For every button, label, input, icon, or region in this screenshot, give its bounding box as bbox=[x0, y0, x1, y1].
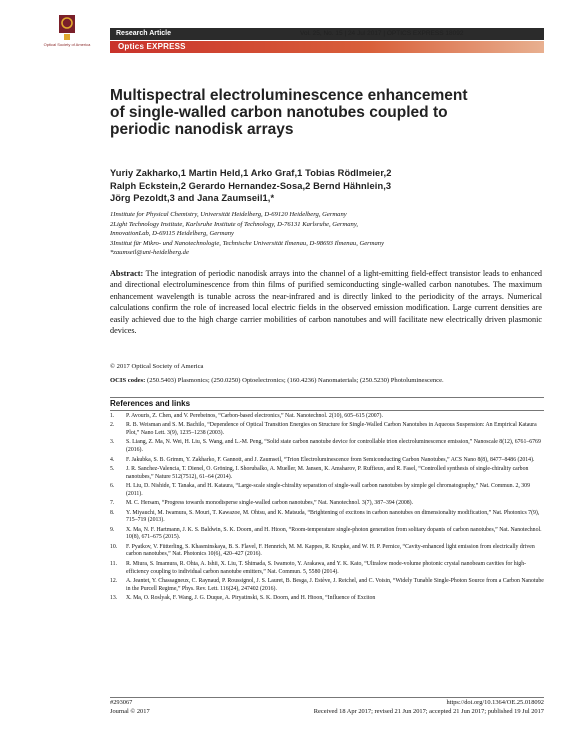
reference-item bbox=[110, 413, 544, 421]
reference-number: 7. bbox=[110, 500, 115, 507]
reference-item bbox=[110, 561, 544, 576]
reference-item bbox=[110, 439, 544, 454]
reference-text: Y. Miyauchi, M. Iwamura, S. Mouri, T. Kawazoe, M. Ohtsu, and K. Matsuda, “Brightening of excitons in carbon nanotubes on dimensionality modification,” Nat. Photonics 7(9), 715–719 (2013). bbox=[126, 509, 540, 524]
journal-copyright: Journal © 2017 bbox=[110, 708, 150, 715]
abstract-label: Abstract: bbox=[110, 269, 144, 278]
journal-bar bbox=[110, 41, 544, 53]
reference-item bbox=[110, 578, 544, 593]
reference-number: 13. bbox=[110, 595, 118, 602]
corresponding-email[interactable]: *zaumseil@uni-heidelberg.de bbox=[110, 249, 189, 256]
abstract bbox=[110, 268, 542, 336]
reference-number: 10. bbox=[110, 543, 118, 550]
reference-text: A. Jeantet, Y. Chassagneux, C. Raynaud, P. Roussignol, J. S. Lauret, B. Besga, J. Estève, J. Reichel, and C. Voisin, “Widely Tunable Single-Photon Source from a Carbon Nanotube in the Purcell Regime,” Phys. Rev. Lett. 116(24), 247402 (2016). bbox=[126, 577, 544, 592]
reference-item bbox=[110, 510, 544, 525]
reference-text: F. Pyatkov, V. Fütterling, S. Khasminskaya, B. S. Flavel, F. Hennrich, M. M. Kappes, R. Krupke, and W. H. P. Pernice, “Cavity-enhanced light emission from electrically driven carbon nanotubes,” Nat. Photonics 10(6), 420–427 (2016). bbox=[126, 543, 535, 558]
ocis-text: (250.5403) Plasmonics; (250.0250) Optoelectronics; (160.4236) Nanomaterials; (250.5230) Photoluminescence. bbox=[147, 377, 444, 384]
reference-text: P. Avouris, Z. Chen, and V. Perebeinos, “Carbon-based electronics,” Nat. Nanotechnol. 2(10), 605–615 (2007). bbox=[126, 413, 383, 419]
affiliations bbox=[110, 210, 540, 258]
section-label: Research Article bbox=[116, 30, 171, 37]
affiliation: InnovationLab, D-69115 Heidelberg, Germany bbox=[110, 230, 234, 237]
reference-item bbox=[110, 544, 544, 559]
reference-item bbox=[110, 483, 544, 498]
authors-line: Yuriy Zakharko,1 Martin Held,1 Arko Graf,1 Tobias Rödlmeier,2 bbox=[110, 168, 392, 178]
reference-text: X. Ma, O. Roslyak, F. Wang, J. G. Duque, A. Piryatinski, S. K. Doorn, and H. Htoon, “Influence of Exciton bbox=[126, 595, 376, 602]
reference-item bbox=[110, 500, 544, 508]
reference-item bbox=[110, 457, 544, 465]
divider bbox=[110, 697, 544, 698]
copyright: © 2017 Optical Society of America bbox=[110, 363, 204, 370]
reference-number: 1. bbox=[110, 413, 115, 419]
reference-text: H. Liu, D. Nishide, T. Tanaka, and H. Kataura, “Large-scale single-chirality separation of single-wall carbon nanotubes by simple gel chromatography,” Nat. Commun. 2, 309 (2011). bbox=[126, 483, 530, 497]
reference-text: M. C. Hersam, “Progress towards monodisperse single-walled carbon nanotubes,” Nat. Nanotechnol. 3(7), 387–394 (2008). bbox=[126, 500, 414, 507]
reference-number: 2. bbox=[110, 422, 115, 429]
divider bbox=[110, 397, 544, 398]
article-id: #293067 bbox=[110, 699, 133, 706]
reference-item bbox=[110, 466, 544, 481]
doi-link[interactable]: https://doi.org/10.1364/OE.25.018092 bbox=[446, 699, 544, 706]
journal-name: Optics EXPRESS bbox=[118, 42, 186, 51]
references-heading: References and links bbox=[110, 399, 191, 408]
logo-text: Optical Society of America bbox=[43, 42, 91, 47]
affiliation: 1Institute for Physical Chemistry, Universität Heidelberg, D-69120 Heidelberg, Germany bbox=[110, 211, 347, 218]
reference-item bbox=[110, 595, 544, 603]
reference-text: F. Jakubka, S. B. Grimm, Y. Zakharko, F. Gannott, and J. Zaumseil, “Trion Electroluminescence from Semiconducting Carbon Nanotubes,” ACS Nano 8(8), 8477–8486 (2014). bbox=[126, 456, 535, 463]
affiliation: 2Light Technology Institute, Karlsruhe Institute of Technology, D-76131 Karlsruhe, Germany, bbox=[110, 220, 359, 228]
reference-number: 5. bbox=[110, 465, 115, 472]
reference-number: 3. bbox=[110, 439, 115, 446]
reference-number: 8. bbox=[110, 509, 115, 516]
publication-dates: Received 18 Apr 2017; revised 21 Jun 2017; accepted 21 Jun 2017; published 19 Jul 2017 bbox=[313, 708, 544, 715]
osa-logo bbox=[40, 12, 94, 68]
authors-line: Ralph Eckstein,2 Gerardo Hernandez-Sosa,2 Bernd Hähnlein,3 bbox=[110, 180, 392, 191]
reference-number: 4. bbox=[110, 456, 115, 463]
reference-number: 9. bbox=[110, 526, 115, 533]
reference-text: R. B. Weisman and S. M. Bachilo, “Dependence of Optical Transition Energies on Structure for Single-Walled Carbon Nanotubes in Aqueous Suspension: An Empirical Kataura Plot,” Nano Lett. 3(9), 1235–1238 (2003). bbox=[126, 422, 537, 437]
reference-text: S. Liang, Z. Ma, N. Wei, H. Liu, S. Wang, and L.-M. Peng, “Solid state carbon nanotube device for controllable trion electroluminescence emission,” Nanoscale 8(12), 6761–6769 (2016). bbox=[126, 439, 541, 454]
abstract-text: The integration of periodic nanodisk arrays into the channel of a light-emitting field-effect transistor leads to enhanced and directional electroluminescence from thin films of purified semiconducting single-walled carbon nanotubes. The maximum enhancement wavelength is tunable across the near-infrared and is directly linked to the periodicity of the arrays. Numerical calculations confirm the role of increased local electric fields in the observed emission modification. Large current densities are easily achieved due to the high charge carrier mobilities of carbon nanotubes and will facilitate new electrically driven plasmonic devices. bbox=[110, 269, 542, 336]
affiliation: 3Institut für Mikro- und Nanotechnologie, Technische Universität Ilmenau, D-98693 Ilmenau, Germany bbox=[110, 239, 385, 247]
reference-number: 12. bbox=[110, 577, 118, 584]
osa-logo-icon bbox=[55, 12, 79, 42]
author-list bbox=[110, 167, 540, 205]
reference-number: 6. bbox=[110, 483, 115, 490]
divider bbox=[110, 410, 544, 411]
footer-line bbox=[110, 708, 544, 717]
reference-text: J. R. Sanchez-Valencia, T. Dienel, O. Gröning, I. Shorubalko, A. Mueller, M. Jansen, K. Amsharov, P. Ruffieux, and R. Fasel, “Controlled synthesis of single-chirality carbon nanotubes,” Nature 512(7512), 61–64 (2014). bbox=[126, 465, 529, 480]
volume-line: Vol. 25, No. 15 | 24 Jul 2017 | OPTICS EXPRESS 18092 bbox=[300, 30, 464, 37]
reference-item bbox=[110, 422, 544, 437]
reference-text: X. Ma, N. F. Hartmann, J. K. S. Baldwin, S. K. Doorn, and H. Htoon, “Room-temperature single-photon generation from solitary dopants of carbon nanotubes,” Nat. Nanotechnol. 10(8), 671–675 (2015). bbox=[126, 526, 542, 541]
ocis-codes bbox=[110, 376, 542, 385]
authors-line: Jörg Pezoldt,3 and Jana Zaumseil1,* bbox=[110, 193, 275, 203]
reference-list bbox=[110, 413, 544, 604]
footer-line bbox=[110, 699, 544, 708]
paper-title: Multispectral electroluminescence enhancement of single-walled carbon nanotubes coupled to periodic nanodisk arrays bbox=[110, 87, 468, 138]
reference-item bbox=[110, 527, 544, 542]
reference-text: R. Miura, S. Imamura, R. Ohta, A. Ishii, X. Liu, T. Shimada, S. Iwamoto, Y. Arakawa, and Y. K. Kato, “Ultralow mode-volume photonic crystal nanobeam cavities for high-efficiency coupling to individual carbon nanotube emitters,” Nat. Commun. 5, 5580 (2014). bbox=[126, 560, 527, 575]
ocis-label: OCIS codes: bbox=[110, 377, 146, 384]
reference-number: 11. bbox=[110, 560, 118, 567]
